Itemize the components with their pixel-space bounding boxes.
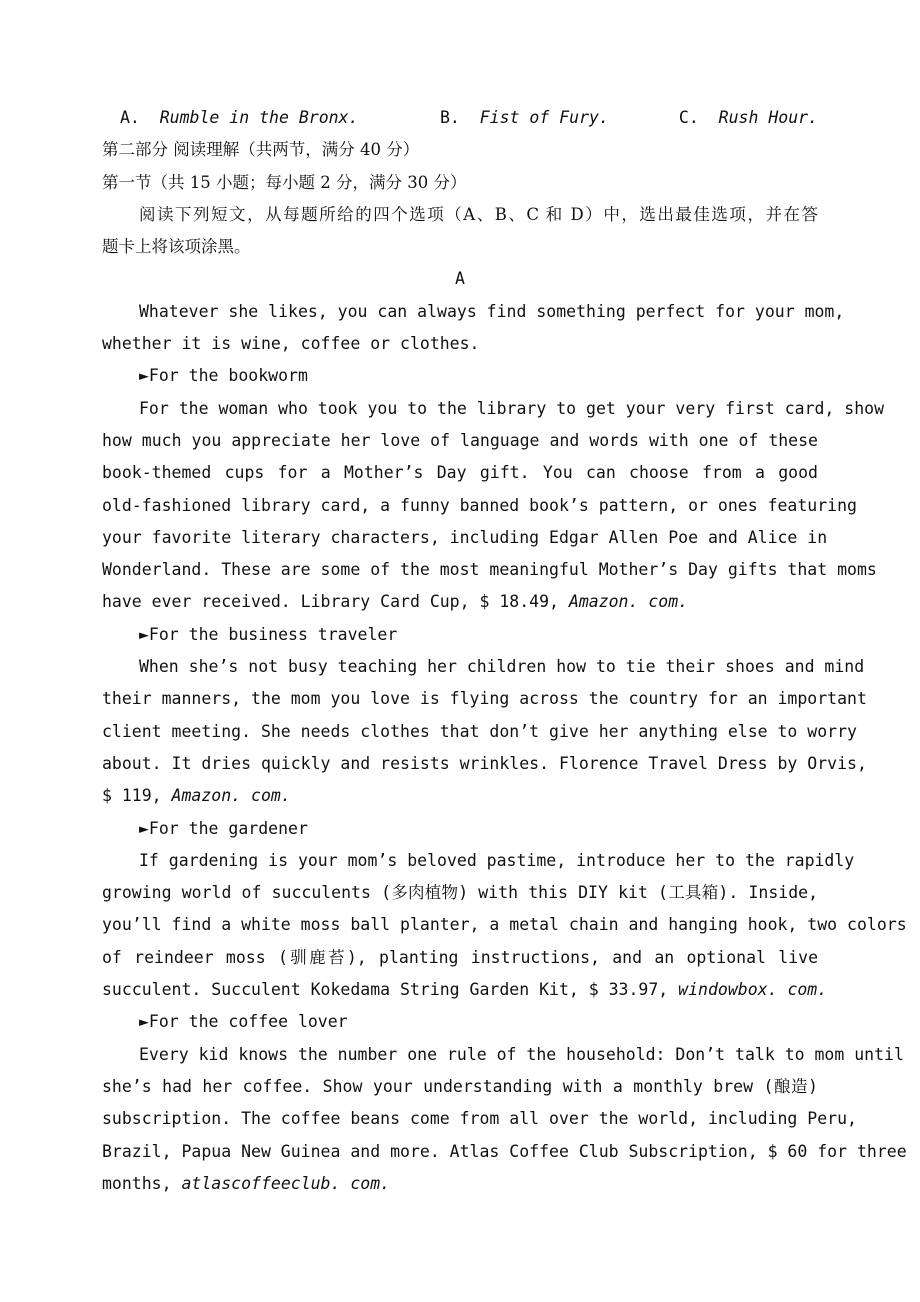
text-line: subscription. The coffee beans come from all over the world, including Peru, (102, 1109, 857, 1129)
text-line: Brazil, Papua New Guinea and more. Atlas Coffee Club Subscription, $ 60 for three (102, 1141, 907, 1161)
text-line: how much you appreciate her love of language and words with one of these (102, 430, 818, 450)
source-link: atlascoffeeclub. com. (181, 1173, 391, 1193)
text-line: Wonderland. These are some of the most meaningful Mother’s Day gifts that moms (102, 560, 877, 580)
source-link: windowbox. com. (678, 980, 828, 1000)
text-line: their manners, the mom you love is flying across the country for an important (102, 689, 867, 709)
passage-letter: A (455, 269, 465, 289)
paragraph-bookworm (102, 393, 885, 619)
text-line: about. It dries quickly and resists wrinkles. Florence Travel Dress by Orvis, (102, 753, 867, 773)
text-segment: $ 119, (102, 786, 172, 806)
text-line: client meeting. She needs clothes that don’t give her anything else to worry (102, 721, 857, 741)
text-segment: months, (102, 1173, 182, 1193)
section-heading-bookworm: ►For the bookworm (139, 366, 308, 386)
text-line: book-themed cups for a Mother’s Day gift. You can choose from a good (102, 463, 818, 483)
paragraph-coffee (102, 1039, 907, 1200)
text-line (102, 1168, 818, 1200)
passage-intro (102, 296, 845, 361)
text-line (102, 586, 818, 618)
source-link: Amazon. com. (568, 592, 689, 612)
text-line: If gardening is your mom’s beloved pastime, introduce her to the rapidly (139, 850, 855, 870)
instruction-line: 阅读下列短文，从每题所给的四个选项（A、B、C 和 D）中，选出最佳选项，并在答 (139, 204, 818, 224)
paragraph-gardener (102, 845, 907, 1006)
paragraph-traveler (102, 651, 867, 812)
text-line: of reindeer moss (驯鹿苔), planting instructions, and an optional live (102, 947, 818, 967)
document-page (102, 102, 907, 1200)
part-title: 第二部分 阅读理解（共两节，满分 40 分） (102, 140, 420, 160)
source-link: Amazon. com. (171, 786, 291, 806)
option-a: A. Rumble in the Bronx. (120, 108, 359, 127)
instruction-line: 题卡上将该项涂黑。 (102, 237, 251, 257)
option-b: B. Fist of Fury. (440, 108, 609, 127)
section-heading-traveler: ►For the business traveler (139, 624, 398, 644)
question-options (102, 102, 818, 134)
subsection-title: 第一节（共 15 小题；每小题 2 分，满分 30 分） (102, 172, 467, 192)
text-line: whether it is wine, coffee or clothes. (102, 334, 480, 354)
text-line: old-fashioned library card, a funny banned book’s pattern, or ones featuring (102, 495, 857, 515)
text-line: she’s had her coffee. Show your understanding with a monthly brew (酿造) (102, 1076, 818, 1096)
text-line: your favorite literary characters, including Edgar Allen Poe and Alice in (102, 527, 828, 547)
text-segment: have ever received. Library Card Cup, $ 18.49, (102, 592, 569, 612)
section-heading-coffee: ►For the coffee lover (139, 1012, 348, 1032)
section-heading-gardener: ►For the gardener (139, 818, 308, 838)
text-segment: succulent. Succulent Kokedama String Garden Kit, $ 33.97, (102, 980, 679, 1000)
text-line: you’ll find a white moss ball planter, a metal chain and hanging hook, two colors (102, 915, 907, 935)
text-line: For the woman who took you to the library to get your very first card, show (139, 398, 885, 418)
text-line: When she’s not busy teaching her children how to tie their shoes and mind (139, 657, 865, 677)
option-c: C. Rush Hour. (678, 108, 818, 127)
text-line: growing world of succulents (多肉植物) with this DIY kit (工具箱). Inside, (102, 883, 818, 903)
text-line (102, 974, 828, 1006)
text-line (102, 780, 818, 812)
text-line: Every kid knows the number one rule of the household: Don’t talk to mom until (139, 1044, 904, 1064)
text-line: Whatever she likes, you can always find something perfect for your mom, (139, 301, 845, 321)
